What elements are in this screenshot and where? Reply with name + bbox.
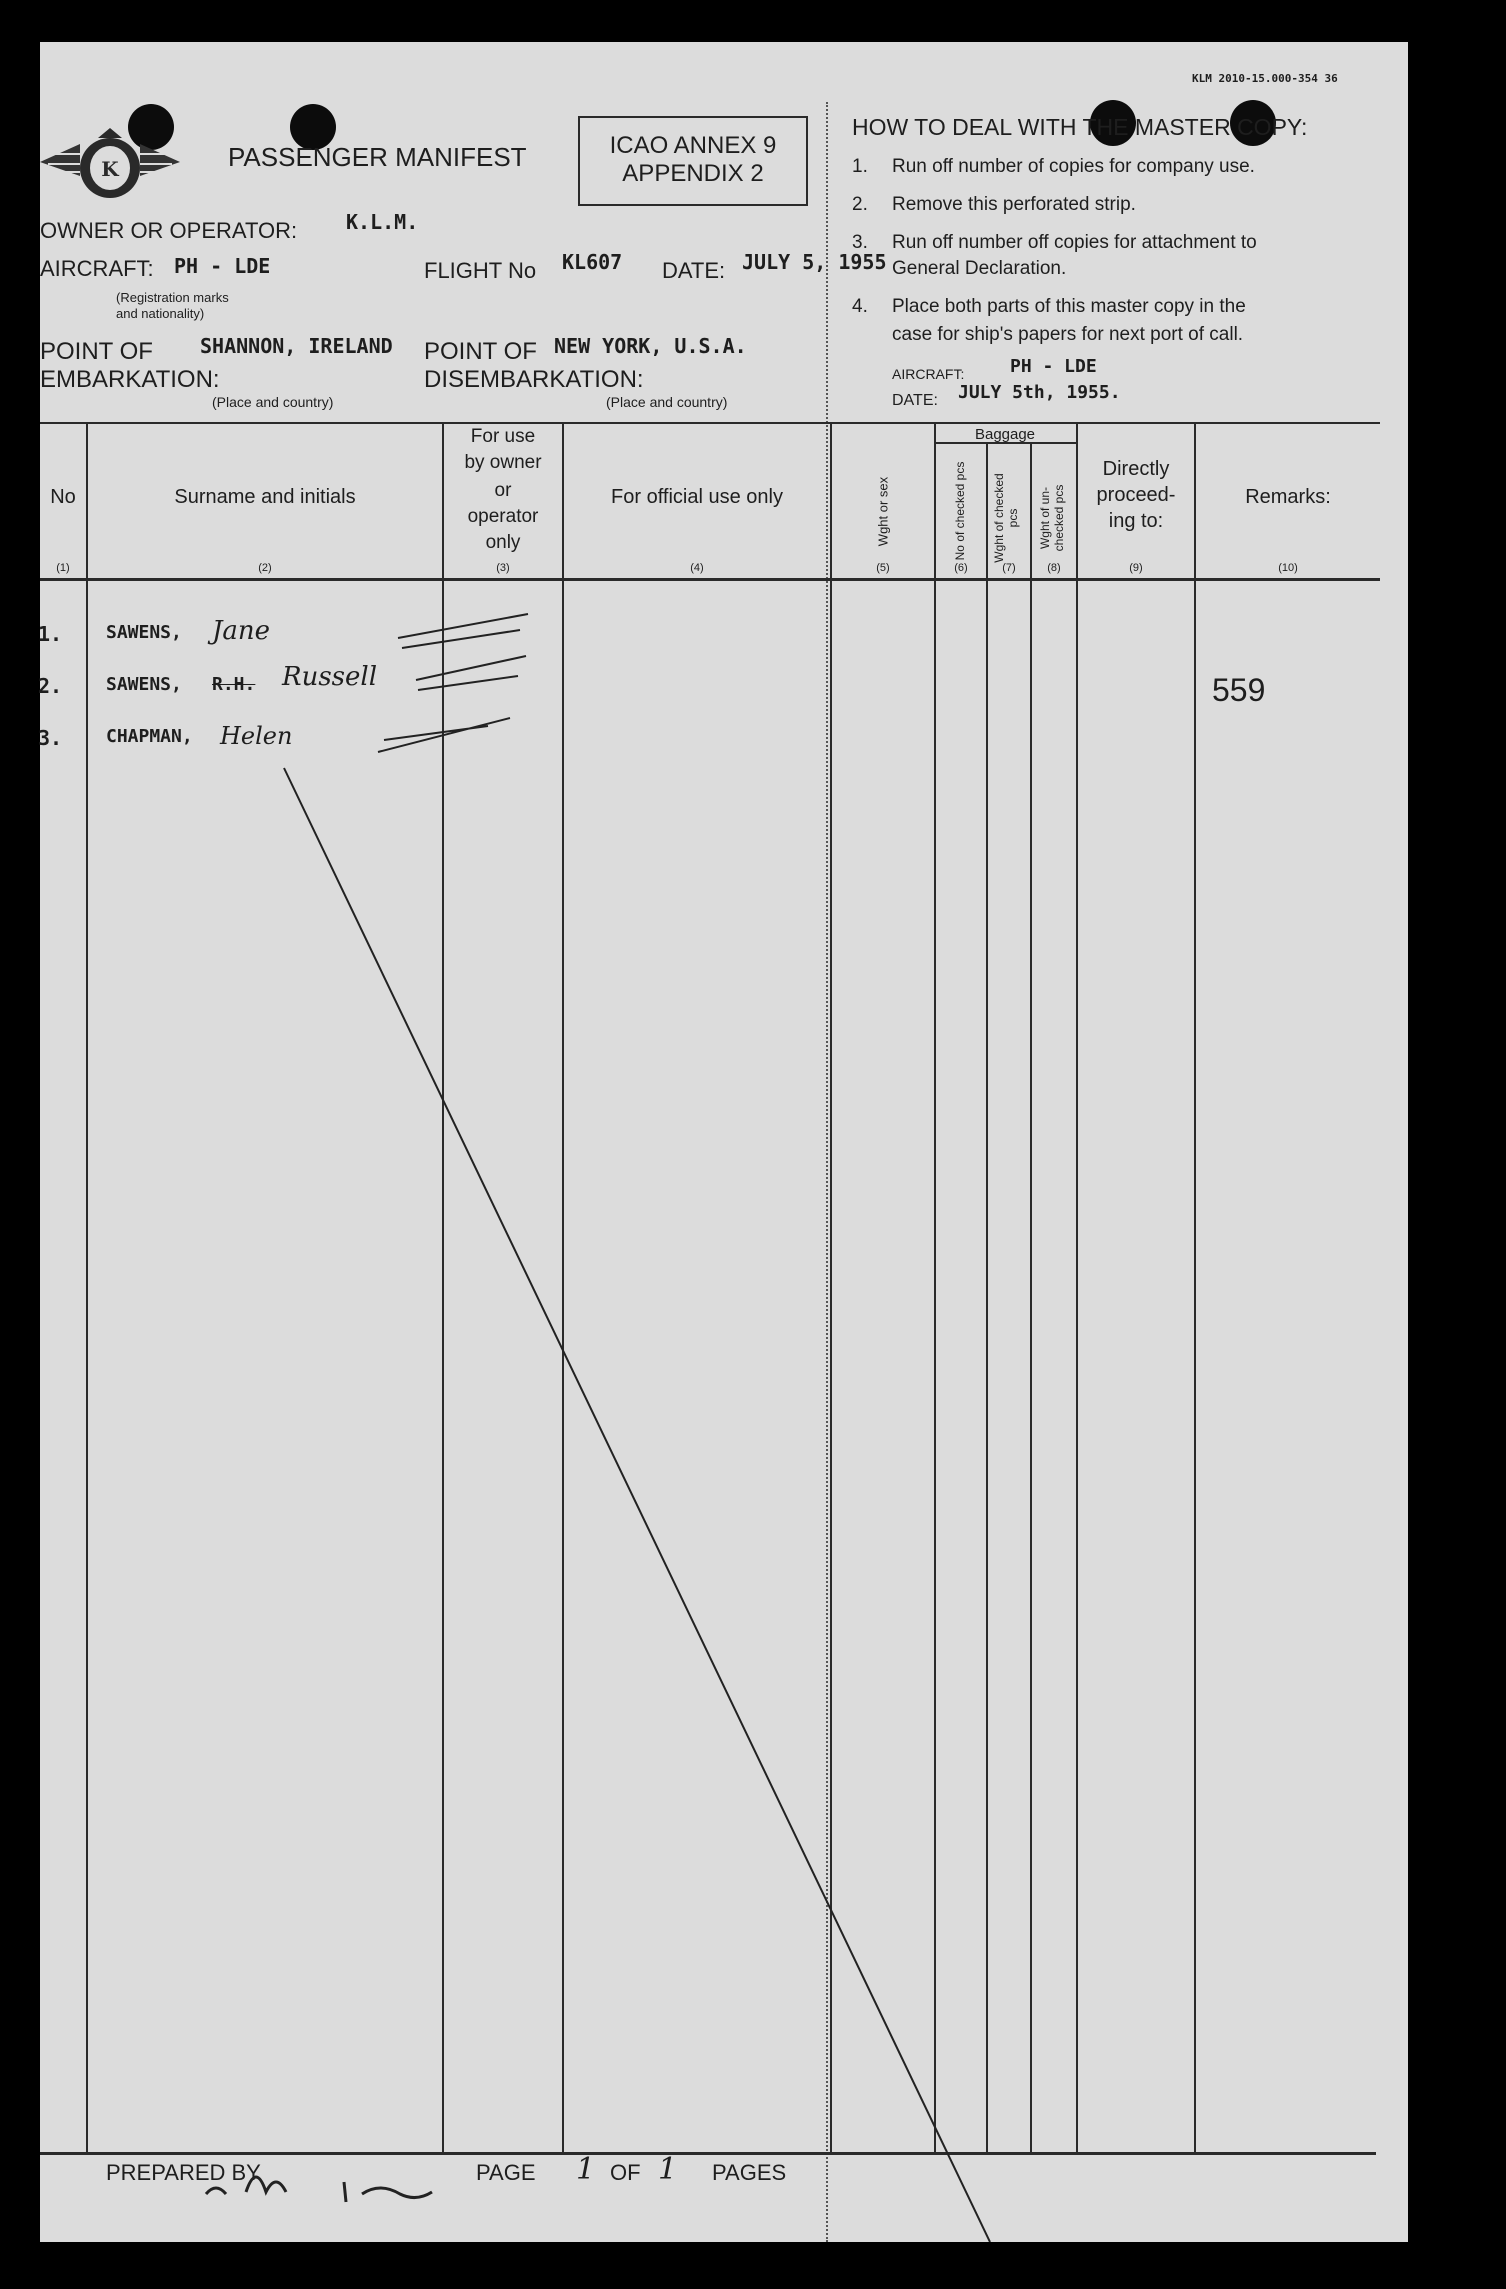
- col-checked-pcs-header: No of checked pcs: [953, 461, 967, 561]
- instruction-text: Place both parts of this master copy in the: [892, 296, 1246, 317]
- prepared-by-label: PREPARED BY: [106, 2160, 261, 2185]
- pages-label: PAGES: [712, 2160, 787, 2185]
- col-proceeding-header-3: ing to:: [1108, 510, 1164, 532]
- col-owner-header-5: only: [485, 532, 521, 553]
- instruction-number: 4.: [852, 296, 868, 317]
- col-number: (7): [1002, 562, 1016, 574]
- col-number: (8): [1047, 562, 1061, 574]
- instructions-aircraft-value: PH - LDE: [1010, 356, 1097, 377]
- passenger-surname: SAWENS,: [106, 622, 182, 643]
- instruction-number: 1.: [852, 156, 868, 177]
- col-owner-header-1: For use: [470, 426, 536, 447]
- col-weight-sex-header: Wght or sex: [875, 476, 891, 547]
- col-owner-header-2: by owner: [464, 452, 542, 473]
- instruction-number: 2.: [852, 194, 868, 215]
- aircraft-label: AIRCRAFT:: [40, 256, 154, 281]
- col-checked-weight-header: Wght of checked pcs: [992, 473, 1020, 563]
- embarkation-label-1: POINT OF: [40, 338, 153, 365]
- col-number: (2): [258, 562, 272, 574]
- aircraft-note1: (Registration marks: [116, 290, 229, 305]
- passenger-number: 3.: [38, 726, 63, 750]
- baggage-header: Baggage: [974, 426, 1036, 443]
- instruction-text: Run off number off copies for attachment to: [892, 232, 1257, 253]
- passenger-initials: Russell: [282, 662, 378, 692]
- col-proceeding-header-1: Directly: [1102, 458, 1170, 480]
- handwriting-strokes: [40, 42, 1408, 2242]
- of-label: OF: [610, 2160, 641, 2185]
- embarkation-label-2: EMBARKATION:: [40, 366, 220, 393]
- instruction-text: case for ship's papers for next port of call.: [892, 324, 1244, 345]
- col-remarks-header: Remarks:: [1245, 486, 1331, 508]
- owner-label: OWNER OR OPERATOR:: [40, 218, 298, 243]
- col-unchecked-weight-header: Wght of un-checked pcs: [1038, 484, 1066, 552]
- instructions-date-label: DATE:: [892, 392, 938, 409]
- col-number: (10): [1278, 562, 1298, 574]
- passenger-surname: CHAPMAN,: [106, 726, 193, 747]
- instructions-aircraft-label: AIRCRAFT:: [892, 366, 965, 382]
- owner-value: K.L.M.: [346, 210, 419, 234]
- passenger-number: 1.: [38, 622, 63, 646]
- passenger-struck-initials: R.H.: [212, 674, 256, 695]
- form-code: KLM 2010-15.000-354 36: [1192, 72, 1338, 85]
- instructions-date-value: JULY 5th, 1955.: [958, 382, 1121, 403]
- col-surname-header: Surname and initials: [174, 486, 356, 508]
- col-number: (4): [690, 562, 704, 574]
- col-owner-header-4: operator: [467, 506, 539, 527]
- page-number: 1: [576, 2152, 596, 2187]
- col-number: (1): [56, 562, 70, 574]
- col-number: (6): [954, 562, 968, 574]
- total-pages: 1: [658, 2152, 678, 2187]
- col-number: (5): [876, 562, 890, 574]
- passenger-initials: Jane: [212, 616, 271, 646]
- col-no-header: No: [50, 486, 76, 508]
- instruction-text: Run off number of copies for company use.: [892, 156, 1255, 177]
- disembarkation-label-2: DISEMBARKATION:: [424, 366, 644, 393]
- remarks-number: 559: [1212, 672, 1266, 708]
- annex-line1: ICAO ANNEX 9: [609, 132, 777, 159]
- disembarkation-note: (Place and country): [606, 394, 728, 410]
- instructions-heading: HOW TO DEAL WITH THE MASTER COPY:: [852, 114, 1308, 140]
- aircraft-note2: and nationality): [116, 306, 205, 321]
- page-label: PAGE: [476, 2160, 536, 2185]
- passenger-initials: Helen: [220, 722, 293, 750]
- form-title: PASSENGER MANIFEST: [228, 142, 527, 172]
- svg-text:K: K: [101, 157, 119, 181]
- col-number: (9): [1129, 562, 1143, 574]
- instruction-number: 3.: [852, 232, 868, 253]
- date-value: JULY 5, 1955: [742, 250, 887, 274]
- col-number: (3): [496, 562, 510, 574]
- annex-line2: APPENDIX 2: [622, 160, 764, 187]
- instruction-text: General Declaration.: [892, 258, 1067, 279]
- instruction-text: Remove this perforated strip.: [892, 194, 1136, 215]
- disembarkation-value: NEW YORK, U.S.A.: [554, 334, 747, 358]
- embarkation-note: (Place and country): [212, 394, 334, 410]
- date-label: DATE:: [662, 258, 726, 283]
- aircraft-value: PH - LDE: [174, 254, 271, 278]
- flight-label: FLIGHT No: [424, 258, 537, 283]
- embarkation-value: SHANNON, IRELAND: [200, 334, 393, 358]
- passenger-surname: SAWENS,: [106, 674, 182, 695]
- col-owner-header-3: or: [494, 480, 512, 501]
- col-official-header: For official use only: [611, 486, 783, 508]
- flight-value: KL607: [562, 250, 623, 274]
- col-proceeding-header-2: proceed-: [1096, 484, 1176, 506]
- passenger-number: 2.: [38, 674, 63, 698]
- disembarkation-label-1: POINT OF: [424, 338, 537, 365]
- manifest-sheet: [40, 42, 1408, 2242]
